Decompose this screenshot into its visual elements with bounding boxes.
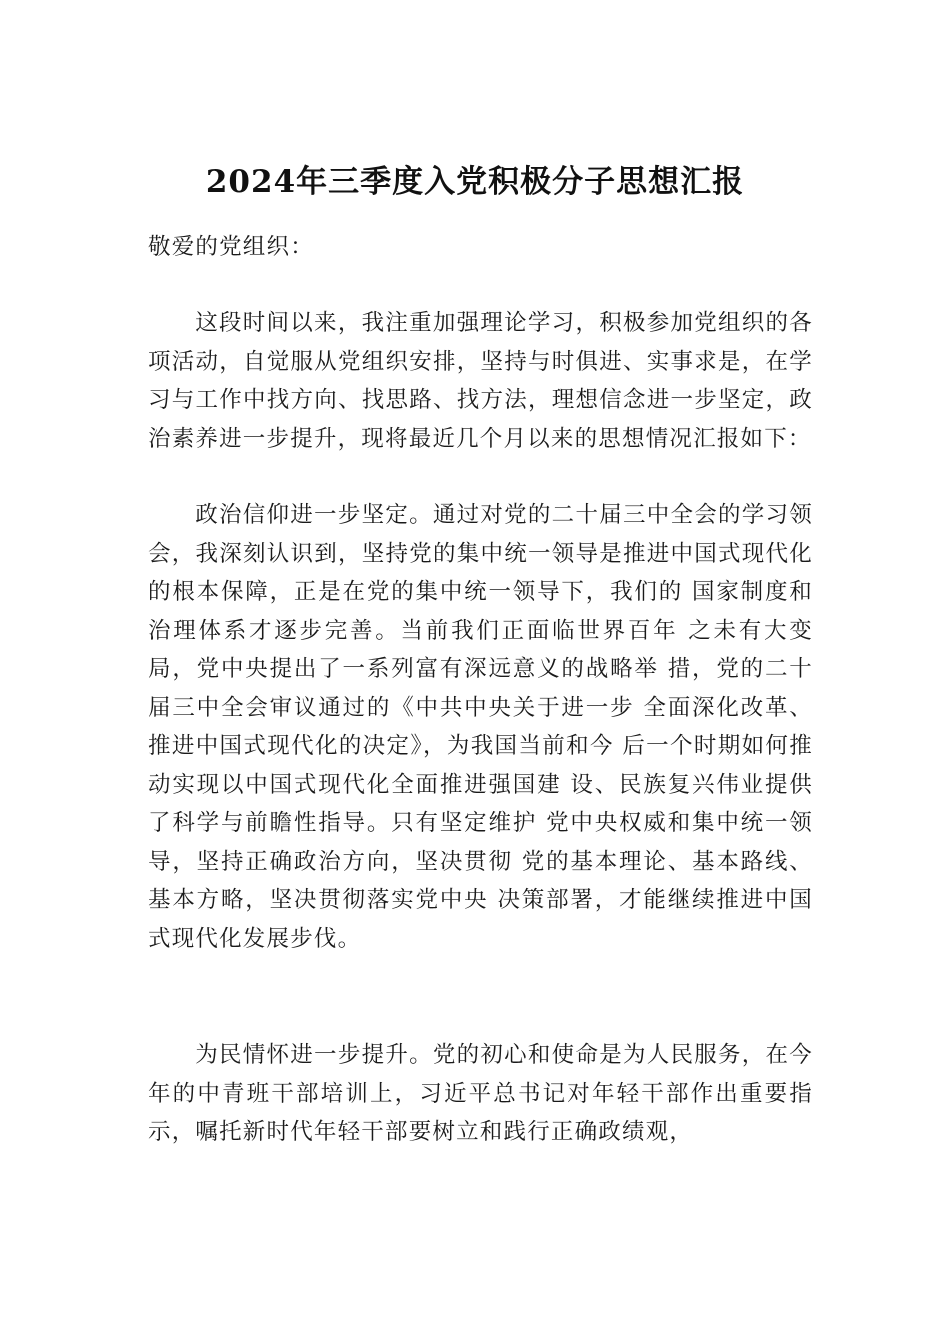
paragraph-people-sentiment: 为民情怀进一步提升。党的初心和使命是为人民服务，在今年的中青班干部培训上，习近平总书记对年轻干部作出重要指示，嘱托新时代年轻干部要树立和践行正确政绩观， [148, 1042, 813, 1145]
paragraph-political-belief: 政治信仰进一步坚定。通过对党的二十届三中全会的学习领会，我深刻认识到，坚持党的集中统一领导是推进中国式现代化的根本保障，正是在党的集中统一领导下，我们的 国家制度和治理体系才逐步完善。当前我们正面临世界百年 之未有大变局，党中央提出了一系列富有深远意义的战略举 措，党的二十届三中全会审议通过的《中共中央关于进一步 全面深化改革、推进中国式现代化的决定》，为我国当前和今 后一个时期如何推动实现以中国式现代化全面推进强国建 设、民族复兴伟业提供了科学与前瞻性指导。只有坚定维护 党中央权威和集中统一领导，坚持正确政治方向，坚决贯彻 党的基本理论、基本路线、基本方略，坚决贯彻落实党中央 决策部署，才能继续推进中国式现代化发展步伐。 [148, 502, 813, 952]
salutation: 敬爱的党组织： [148, 234, 314, 260]
paragraph-intro: 这段时间以来，我注重加强理论学习，积极参加党组织的各项活动，自觉服从党组织安排，坚持与时俱进、实事求是，在学习与工作中找方向、找思路、找方法，理想信念进一步坚定，政治素养进一步提升，现将最近几个月以来的思想情况汇报如下： [148, 310, 813, 452]
document-title: 2024年三季度入党积极分子思想汇报 [205, 164, 745, 200]
